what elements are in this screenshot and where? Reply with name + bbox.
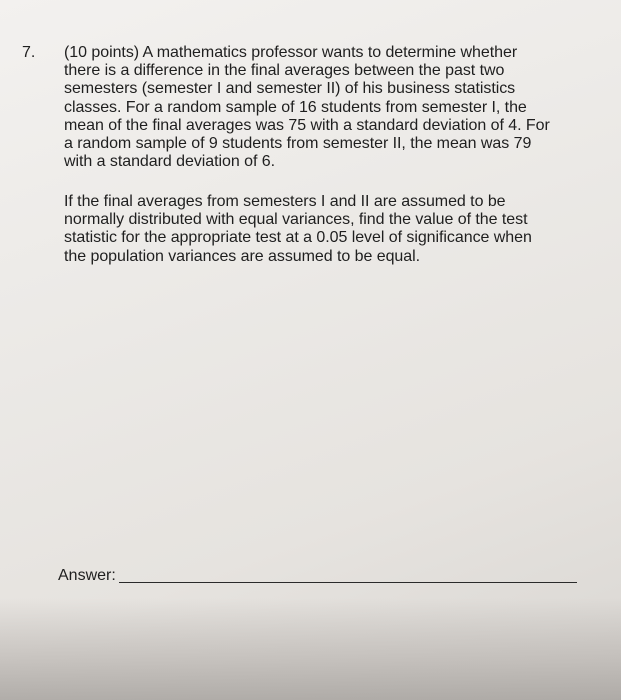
paragraph-line: classes. For a random sample of 16 students from semester I, the — [64, 98, 527, 116]
answer-row — [58, 567, 577, 585]
page-bottom-shadow — [0, 598, 621, 700]
paragraph-line: normally distributed with equal variances, find the value of the test — [64, 211, 528, 229]
paragraph-line: If the final averages from semesters I and II are assumed to be — [64, 193, 506, 210]
paragraph-line: there is a difference in the final averages between the past two — [64, 62, 505, 80]
question-number: 7. — [22, 44, 36, 61]
answer-blank-line[interactable] — [119, 582, 577, 583]
paragraph-line: with a standard deviation of 6. — [64, 153, 276, 171]
paragraph-line: mean of the final averages was 75 with a standard deviation of 4. For — [64, 116, 550, 134]
paragraph-line: a random sample of 9 students from semester II, the mean was 79 — [64, 135, 532, 153]
paragraph-line: statistic for the appropriate test at a 0.05 level of significance when — [64, 229, 532, 247]
question-paragraph-2 — [64, 193, 564, 266]
paragraph-line: (10 points) A mathematics professor wants to determine whether — [64, 44, 518, 61]
paragraph-line: semesters (semester I and semester II) of his business statistics — [64, 80, 516, 98]
paragraph-line: the population variances are assumed to be equal. — [64, 247, 421, 265]
question-paragraph-1 — [64, 44, 564, 171]
answer-label: Answer: — [58, 567, 116, 584]
